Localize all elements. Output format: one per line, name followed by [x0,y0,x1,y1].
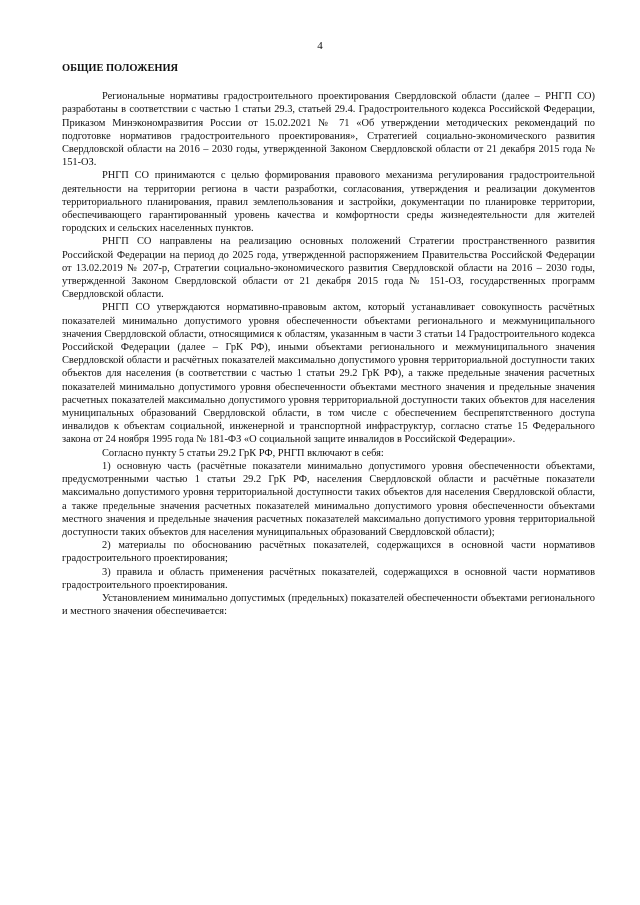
paragraph-strategy: РНГП СО направлены на реализацию основных положений Стратегии пространственного развития Российской Федерации на период до 2025 года, утвержденной распоряжением Правительства Российской Федерации от 13.02.2019 № 207-р, Стратегии социально-экономического развития Свердловской области на 2016 – 2030 годы, утвержденной Законом Свердловской области от 21 декабря 2015 года № 151-ОЗ, государственных программ Свердловской области. [62,236,595,301]
paragraph-purpose: РНГП СО принимаются с целью формирования правового механизма регулирования градостроительной деятельности на территории региона в части разработки, согласования, утверждения и реализации документов территориального планирования, правил землепользования и застройки, документации по планировке территории, обеспечивающего гарантированный уровень качества и комфортности среды жизнедеятельности для жителей городских и сельских населенных пунктов. [62,170,595,235]
paragraph-composition: Согласно пункту 5 статьи 29.2 ГрК РФ, РНГП включают в себя: [102,447,384,459]
paragraph-approval: РНГП СО утверждаются нормативно-правовым актом, который устанавливает совокупность расчётных показателей минимально допустимого уровня обеспеченности объектами регионального и межмуниципального значения Свердловской области, относящимися к областям, указанным в части 3 статьи 14 Градостроительного кодекса Российской Федерации (далее – ГрК РФ), иными объектами регионального и межмуниципального значения Свердловской области и расчётных показателей максимально допустимого уровня территориальной доступности таких объектов для населения (в соответствии с частью 1 статьи 29.2 ГрК РФ), а также предельные значения расчетных показателей минимально допустимого уровня обеспеченности объектами местного значения и предельные значения расчетных показателей максимально допустимого уровня территориальной доступности таких объектов для населения муниципальных образований Свердловской области, в том числе с обеспечением беспрепятственного доступа инвалидов к объектам социальной, инженерной и транспортной инфраструктур, согласно статье 15 Федерального закона от 24 ноября 1995 года № 181-ФЗ «О социальной защите инвалидов в Российской Федерации». [62,302,595,446]
list-item: 2) материалы по обоснованию расчётных показателей, содержащихся в основной части нормативов градостроительного проектирования; [62,540,595,565]
list-item: 1) основную часть (расчётные показатели минимально допустимого уровня обеспеченности объектами, предусмотренными частью 1 статьи 29.2 ГрК РФ, населения Свердловской области и расчётные показатели максимально допустимого уровня территориальной доступности таких объектов для населения Свердловской области, а также предельные значения расчетных показателей минимально допустимого уровня обеспеченности объектами местного значения и предельные значения расчетных показателей максимально допустимого уровня территориальной доступности таких объектов для населения муниципальных образований Свердловской области); [62,460,595,538]
list-item: 3) правила и область применения расчётных показателей, содержащихся в основной части нормативов градостроительного проектирования. [62,566,595,591]
section-heading: ОБЩИЕ ПОЛОЖЕНИЯ [62,63,179,74]
paragraph-intro: Региональные нормативы градостроительного проектирования Свердловской области (далее – РНГП СО) разработаны в соответствии с частью 1 статьи 29.3, статьей 29.4. Градостроительного кодекса Российской Федерации, Приказом Минэкономразвития России от 15.02.2021 № 71 «Об утверждении методических рекомендаций по подготовке нормативов градостроительного проектирования», Стратегией социально-экономического развития Свердловской области на 2016 – 2030 годы, утвержденной Законом Свердловской области от 21 декабря 2015 года № 151-ОЗ. [62,91,595,169]
paragraph-closing: Установлением минимально допустимых (предельных) показателей обеспеченности объектами регионального и местного значения обеспечивается: [62,592,595,618]
page-number: 4 [317,40,323,52]
document-body [62,62,595,618]
